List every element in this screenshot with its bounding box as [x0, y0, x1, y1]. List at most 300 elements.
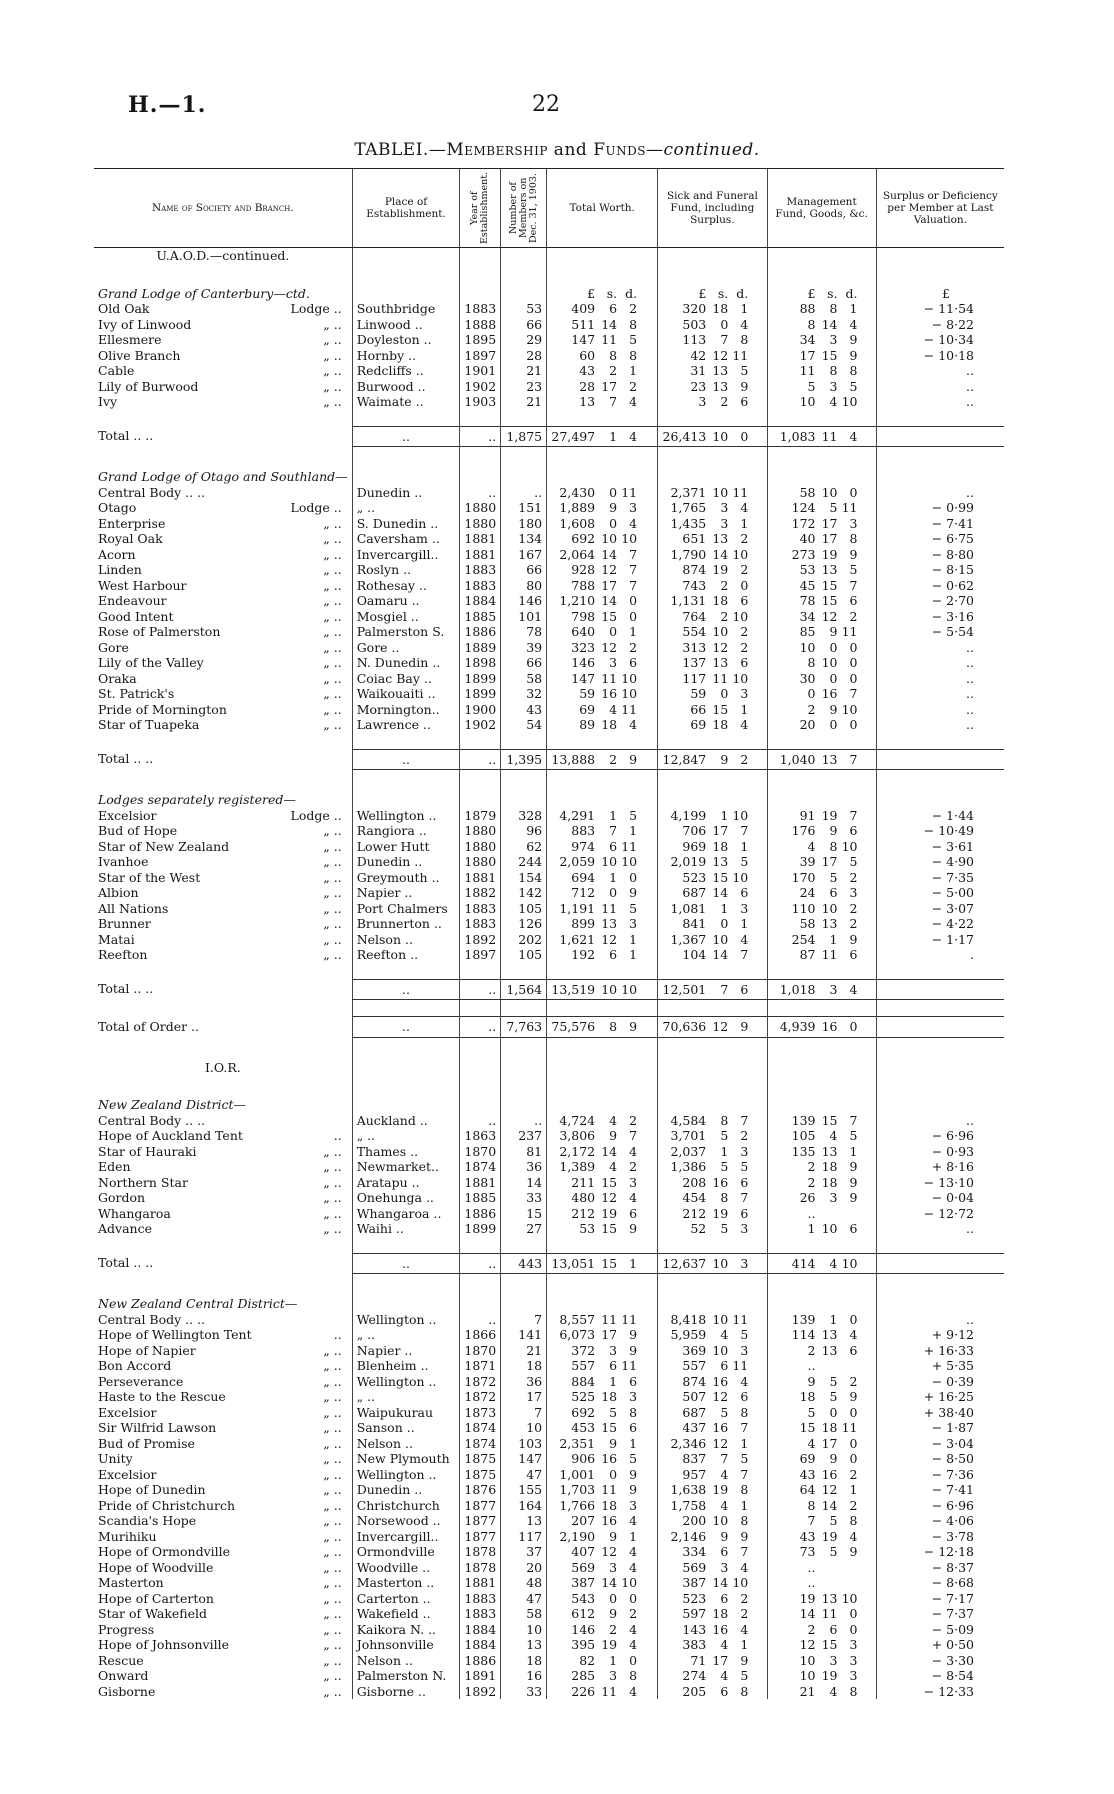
surplus-per-member	[876, 1206, 1004, 1222]
surplus-per-member	[876, 332, 1004, 348]
management-fund-value	[772, 1312, 858, 1328]
total-worth	[547, 1144, 658, 1160]
branch-kind: „ ..	[323, 1606, 342, 1621]
sick-fund-value	[662, 1327, 748, 1343]
total-worth-value	[551, 1389, 637, 1405]
spacer-cell	[501, 1075, 547, 1097]
branch-name	[94, 947, 352, 963]
sick-fund-value-pounds: 503	[682, 316, 707, 332]
sick-funeral-fund	[658, 485, 767, 501]
col-header-worth: Total Worth.	[547, 169, 658, 248]
establishment-year	[460, 1374, 501, 1390]
branch-kind: „ ..	[323, 931, 342, 947]
total-worth	[547, 1482, 658, 1498]
management-fund-value-pence: 3	[849, 1637, 858, 1652]
establishment-place-text: Invercargill..	[356, 1528, 439, 1544]
branch-name-text: Star of Tuapeka	[98, 717, 200, 732]
sick-fund-value	[662, 870, 748, 886]
total-worth-value-pence: 3	[629, 1174, 638, 1190]
surplus-per-member-text: − 7·41	[931, 515, 974, 531]
branch-name	[94, 932, 352, 948]
total-worth-value	[551, 547, 637, 563]
establishment-year-text: 1892	[464, 931, 497, 947]
management-fund-value-shillings: 1	[829, 1311, 838, 1327]
management-fund-value-shillings: 16	[821, 1019, 838, 1034]
member-count	[501, 1684, 547, 1700]
member-count	[501, 1451, 547, 1467]
sick-fund-value-pounds: 687	[682, 1404, 707, 1420]
total-worth-value-shillings: 6	[609, 301, 618, 316]
management-fund-value-pence: 0	[849, 1621, 858, 1637]
surplus-per-member	[876, 1017, 1004, 1038]
member-count	[501, 808, 547, 824]
total-worth-value-pence: 7	[629, 1128, 638, 1143]
member-count	[501, 394, 547, 410]
establishment-place-text: Mosgiel ..	[356, 608, 419, 624]
member-count	[501, 1498, 547, 1514]
total-worth-value-shillings: 14	[601, 593, 618, 608]
management-fund-value	[772, 429, 858, 445]
total-worth-value-pounds: 2,172	[559, 1143, 596, 1159]
sick-fund-value-pence: 8	[740, 1683, 749, 1699]
currency-pounds-label: £	[587, 285, 596, 301]
branch-row	[94, 1684, 1004, 1700]
management-fund-value-shillings: 10	[821, 484, 838, 500]
management-fund	[767, 1253, 876, 1274]
establishment-year	[460, 1358, 501, 1374]
establishment-place-text: Nelson ..	[356, 1435, 413, 1451]
establishment-place	[352, 749, 460, 770]
management-fund	[767, 578, 876, 594]
member-count-text: 17	[526, 1389, 543, 1404]
management-fund-value-pounds: 105	[791, 1128, 816, 1143]
sick-fund-value-pounds: 208	[682, 1174, 707, 1190]
management-fund-value-pounds: 58	[799, 916, 816, 931]
sick-fund-value-pence: 3	[740, 900, 749, 916]
section-heading	[94, 286, 352, 302]
total-worth-value-pounds: 207	[571, 1513, 596, 1528]
branch-name-text: Central Body .. ..	[98, 484, 206, 500]
management-fund-value-shillings: 13	[821, 1143, 838, 1159]
establishment-year-text: 1881	[464, 531, 497, 546]
total-worth-value-shillings: 0	[609, 624, 618, 639]
management-fund-value-pence: 2	[849, 900, 858, 916]
surplus-per-member-text: + 16·33	[923, 1342, 974, 1358]
branch-name-text: Hope of Auckland Tent	[98, 1128, 243, 1143]
establishment-place	[352, 808, 460, 824]
sick-fund-value-shillings: 1	[720, 900, 729, 916]
establishment-place	[352, 916, 460, 932]
establishment-place-text: Caversham ..	[356, 531, 440, 546]
sick-fund-value	[662, 1591, 748, 1607]
sick-fund-value-pounds: 569	[682, 1559, 707, 1575]
surplus-per-member-text: − 12·18	[923, 1544, 974, 1559]
surplus-per-member-text: − 5·09	[931, 1621, 974, 1637]
branch-name-text: Central Body .. ..	[98, 1112, 206, 1128]
sick-fund-value-pence: 4	[740, 1373, 749, 1389]
establishment-place	[352, 317, 460, 333]
branch-name-text: Rescue	[98, 1652, 144, 1668]
total-worth-value-pence: 10	[621, 670, 638, 686]
branch-kind: „ ..	[323, 1637, 342, 1652]
total-worth-value-shillings: 2	[609, 751, 618, 767]
management-fund-value-pounds: 254	[791, 931, 816, 947]
management-fund-value	[772, 547, 858, 563]
establishment-year	[460, 839, 501, 855]
management-fund-value-pounds: ..	[807, 1559, 816, 1575]
management-fund	[767, 1513, 876, 1529]
sick-fund-value-shillings: 16	[712, 1621, 729, 1637]
establishment-year-text: 1901	[464, 363, 497, 378]
sick-funeral-fund	[658, 1436, 767, 1452]
branch-name-text: Star of the West	[98, 869, 201, 885]
empty-cell	[658, 1296, 767, 1312]
branch-kind: „ ..	[323, 1513, 342, 1528]
sick-fund-value-shillings: 2	[720, 608, 729, 624]
total-worth-value-pounds: 557	[571, 1358, 596, 1373]
establishment-place	[352, 562, 460, 578]
surplus-per-member	[876, 1436, 1004, 1452]
sick-fund-value-pounds: 874	[682, 1373, 707, 1389]
total-worth-value-pence: 2	[629, 1112, 638, 1128]
total-worth-value	[551, 1420, 637, 1436]
management-fund-value	[772, 562, 858, 578]
surplus-per-member	[876, 854, 1004, 870]
total-worth-value	[551, 1451, 637, 1467]
sick-funeral-fund	[658, 547, 767, 563]
sick-fund-value-pence: 4	[740, 717, 749, 732]
management-fund-value-pounds: 135	[791, 1143, 816, 1159]
management-fund	[767, 363, 876, 379]
sick-fund-value-shillings: 16	[712, 1420, 729, 1435]
total-worth-value-pence: 9	[629, 885, 638, 900]
sick-fund-value-pounds: 369	[682, 1342, 707, 1358]
management-fund-value-pounds: 14	[799, 1606, 816, 1621]
establishment-year-text: 1883	[464, 301, 497, 316]
establishment-place	[352, 624, 460, 640]
establishment-place-text: Waihi ..	[356, 1221, 404, 1236]
management-fund	[767, 1668, 876, 1684]
branch-name-text: Ivanhoe	[98, 854, 149, 869]
total-worth-value-shillings: 6	[609, 838, 618, 854]
establishment-year-text: 1877	[464, 1528, 497, 1544]
total-worth-value-pounds: 712	[571, 885, 596, 900]
management-fund-value-shillings: 5	[829, 1544, 838, 1559]
member-count-text: 105	[518, 947, 543, 962]
establishment-place	[352, 1637, 460, 1653]
branch-name	[94, 593, 352, 609]
management-fund-value	[772, 1451, 858, 1467]
sick-fund-value-shillings: 19	[712, 1205, 729, 1221]
management-fund	[767, 1637, 876, 1653]
branch-kind: „ ..	[323, 639, 342, 655]
member-count	[501, 1606, 547, 1622]
total-worth-value-pounds: 13,519	[551, 981, 596, 997]
management-fund	[767, 1312, 876, 1328]
management-fund-value-pence: 1	[849, 301, 858, 316]
establishment-year-text: 1880	[464, 854, 497, 869]
total-worth	[547, 1668, 658, 1684]
empty-cell	[460, 469, 501, 485]
sick-funeral-fund	[658, 749, 767, 770]
branch-name-text: St. Patrick's	[98, 686, 175, 701]
sick-fund-value	[662, 640, 748, 656]
total-worth-value-shillings: 11	[601, 1482, 618, 1497]
branch-row	[94, 1327, 1004, 1343]
member-count-text: 78	[526, 624, 543, 639]
establishment-year-text: 1883	[464, 577, 497, 593]
establishment-year	[460, 609, 501, 625]
spacer-cell	[547, 1037, 658, 1060]
surplus-per-member	[876, 1374, 1004, 1390]
member-count-text: 29	[526, 332, 543, 347]
establishment-year	[460, 426, 501, 447]
total-worth-value	[551, 717, 637, 733]
branch-name-text: Cable	[98, 363, 135, 378]
sick-fund-value-shillings: 10	[712, 624, 729, 639]
management-fund-value-pounds: 1	[807, 1221, 816, 1236]
establishment-place	[352, 686, 460, 702]
sick-fund-value	[662, 301, 748, 317]
total-worth-value	[551, 1591, 637, 1607]
establishment-place-text: ..	[402, 981, 410, 997]
establishment-year	[460, 593, 501, 609]
sick-fund-value-shillings: 12	[712, 1389, 729, 1404]
total-worth-value-shillings: 11	[601, 1311, 618, 1327]
total-worth-value-pounds: 883	[571, 823, 596, 838]
sick-fund-value	[662, 932, 748, 948]
member-count-text: 14	[526, 1174, 543, 1190]
spacer-cell	[767, 733, 876, 750]
section-heading-text: I.O.R.	[204, 1059, 241, 1075]
management-fund	[767, 1622, 876, 1638]
branch-row	[94, 1358, 1004, 1374]
management-fund	[767, 1436, 876, 1452]
total-worth-value-pence: 4	[629, 1621, 638, 1637]
establishment-year	[460, 1451, 501, 1467]
branch-row	[94, 1405, 1004, 1421]
total-worth	[547, 609, 658, 625]
establishment-place	[352, 485, 460, 501]
surplus-per-member-text: − 3·30	[931, 1652, 974, 1668]
total-worth-value-shillings: 6	[609, 1358, 618, 1373]
member-count-text: 10	[526, 1621, 543, 1637]
surplus-per-member-text: − 7·36	[931, 1466, 974, 1482]
section-heading-row	[94, 792, 1004, 808]
total-worth-value-pounds: 27,497	[551, 428, 596, 444]
management-fund-value-pence: 2	[849, 1497, 858, 1513]
surplus-per-member	[876, 394, 1004, 410]
empty-cell	[352, 1296, 460, 1312]
empty-cell	[547, 1296, 658, 1312]
surplus-per-member-text: ..	[966, 670, 974, 686]
branch-name-text: Hope of Dunedin	[98, 1482, 206, 1497]
sick-fund-value-shillings: 4	[720, 1327, 729, 1342]
establishment-year	[460, 1206, 501, 1222]
member-count-text: 20	[526, 1559, 543, 1575]
branch-name	[94, 1482, 352, 1498]
spacer-cell	[876, 447, 1004, 470]
sick-fund-value-pounds: 597	[682, 1606, 707, 1621]
member-count	[501, 717, 547, 733]
sick-funeral-fund	[658, 379, 767, 395]
establishment-place	[352, 1358, 460, 1374]
surplus-per-member	[876, 932, 1004, 948]
total-worth-value-pence: 2	[629, 1159, 638, 1174]
management-fund-value-pounds: 1,083	[779, 428, 816, 444]
sick-fund-value	[662, 1529, 748, 1545]
sick-fund-value-shillings: 10	[712, 1513, 729, 1528]
member-count	[501, 348, 547, 364]
sick-fund-value-pounds: 52	[690, 1221, 707, 1236]
sick-fund-value-pounds: 706	[682, 823, 707, 838]
management-fund-value-shillings: 18	[821, 1420, 838, 1435]
total-worth-value	[551, 1482, 637, 1498]
total-worth-value	[551, 516, 637, 532]
col-header-sick: Sick and Funeral Fund, including Surplus.	[658, 169, 767, 248]
total-worth-value	[551, 332, 637, 348]
establishment-year-text: 1883	[464, 1590, 497, 1606]
management-fund	[767, 1159, 876, 1175]
sick-fund-value-pounds: 969	[682, 838, 707, 854]
sick-fund-value-pence: 2	[740, 531, 749, 546]
branch-name	[94, 839, 352, 855]
management-fund-value-shillings: 18	[821, 1159, 838, 1174]
establishment-place-text: Blenheim ..	[356, 1358, 429, 1373]
sick-fund-value-shillings: 0	[720, 686, 729, 701]
sick-fund-value	[662, 363, 748, 379]
management-fund-value	[772, 348, 858, 364]
branch-kind: „ ..	[323, 577, 342, 593]
total-worth-value-pence: 4	[629, 1559, 638, 1575]
total-worth-value	[551, 982, 637, 998]
surplus-per-member-text: − 7·41	[931, 1482, 974, 1497]
total-worth-value-shillings: 12	[601, 1190, 618, 1205]
sick-fund-value-pounds: 117	[682, 670, 707, 686]
sick-fund-value-pounds: 70,636	[662, 1019, 707, 1034]
sick-funeral-fund	[658, 1253, 767, 1274]
management-fund-value	[772, 1358, 858, 1374]
management-fund-value-pounds: 11	[799, 363, 816, 378]
sick-fund-value-shillings: 19	[712, 562, 729, 577]
sick-fund-value-shillings: 1	[720, 1143, 729, 1159]
sick-fund-value-pounds: 4,584	[670, 1112, 707, 1128]
management-fund-value-pounds: 139	[791, 1112, 816, 1128]
establishment-year-text: 1881	[464, 1575, 497, 1590]
total-worth	[547, 516, 658, 532]
management-fund-value-shillings: 17	[821, 854, 838, 869]
establishment-year-text: 1880	[464, 500, 497, 515]
total-worth-value-pounds: 543	[571, 1590, 596, 1606]
establishment-year-text: 1873	[464, 1404, 497, 1420]
total-worth-value-pence: 11	[621, 1358, 638, 1373]
sick-fund-value	[662, 752, 748, 768]
total-worth-value-pence: 7	[629, 577, 638, 593]
management-fund-value-shillings: 12	[821, 1482, 838, 1497]
currency-header	[551, 286, 637, 302]
sick-fund-value-pence: 2	[740, 562, 749, 577]
sick-fund-value-pence: 3	[740, 1255, 749, 1271]
management-fund-value-pence: 4	[849, 1327, 858, 1342]
sick-fund-value	[662, 332, 748, 348]
management-fund-value-pence: 8	[849, 1683, 858, 1699]
surplus-per-member-text: − 4·06	[931, 1513, 974, 1528]
total-worth-value	[551, 640, 637, 656]
total-label	[94, 1253, 352, 1274]
spacer-cell	[460, 1075, 501, 1097]
branch-name-text: Reefton	[98, 947, 148, 962]
sick-fund-value	[662, 1684, 748, 1700]
management-fund-value-pounds: 8	[807, 1497, 816, 1513]
management-fund-value-shillings: 4	[829, 1255, 838, 1271]
branch-row	[94, 1343, 1004, 1359]
total-worth-value-pounds: 53	[579, 1221, 596, 1236]
branch-name-text: Excelsior	[98, 1404, 157, 1420]
total-worth-value-pounds: 13,888	[551, 751, 596, 767]
total-worth	[547, 1606, 658, 1622]
establishment-place-text: Aratapu ..	[356, 1174, 420, 1190]
establishment-place	[352, 640, 460, 656]
branch-name-text: Linden	[98, 562, 142, 577]
establishment-place	[352, 979, 460, 1000]
title-and: and	[547, 140, 594, 160]
management-fund-value	[772, 1374, 858, 1390]
management-fund-value-pence: 9	[849, 1174, 858, 1190]
branch-name-text: Bon Accord	[98, 1358, 172, 1373]
sick-fund-value-shillings: 13	[712, 531, 729, 546]
branch-row	[94, 717, 1004, 733]
total-worth	[547, 547, 658, 563]
surplus-per-member	[876, 562, 1004, 578]
total-worth-value-pence: 0	[629, 1590, 638, 1606]
sick-fund-value-shillings: 19	[712, 1482, 729, 1497]
branch-kind: „ ..	[323, 347, 342, 363]
management-fund-value-pounds: 2	[807, 1621, 816, 1637]
branch-name	[94, 562, 352, 578]
total-worth-value-shillings: 18	[601, 717, 618, 732]
management-fund-value-shillings: 16	[821, 1466, 838, 1482]
sick-fund-value	[662, 531, 748, 547]
branch-row	[94, 1436, 1004, 1452]
total-worth-value	[551, 1498, 637, 1514]
spacer-cell	[460, 770, 501, 793]
sick-fund-value-pence: 4	[740, 316, 749, 332]
surplus-per-member	[876, 1622, 1004, 1638]
total-worth-value-shillings: 14	[601, 1575, 618, 1590]
management-fund-value-shillings: 15	[821, 1637, 838, 1652]
management-fund	[767, 624, 876, 640]
branch-name	[94, 363, 352, 379]
member-count-text: 13	[526, 1513, 543, 1528]
total-worth-value-pounds: 323	[571, 639, 596, 655]
total-worth-value	[551, 609, 637, 625]
spacer-cell	[501, 770, 547, 793]
establishment-year-text: 1880	[464, 838, 497, 854]
total-worth-value-pounds: 692	[571, 531, 596, 546]
empty-cell	[876, 286, 1004, 302]
total-worth	[547, 1529, 658, 1545]
total-worth-value	[551, 655, 637, 671]
branch-kind: „ ..	[323, 655, 342, 670]
sick-fund-value-pence: 9	[740, 378, 749, 394]
sick-fund-value-pounds: 12,847	[662, 751, 707, 767]
branch-row	[94, 1144, 1004, 1160]
branch-kind: „ ..	[323, 1221, 342, 1236]
total-worth-value	[551, 1668, 637, 1684]
total-label-text: Total .. ..	[98, 751, 154, 766]
branch-name	[94, 348, 352, 364]
management-fund-value-pounds: ..	[807, 1358, 816, 1373]
